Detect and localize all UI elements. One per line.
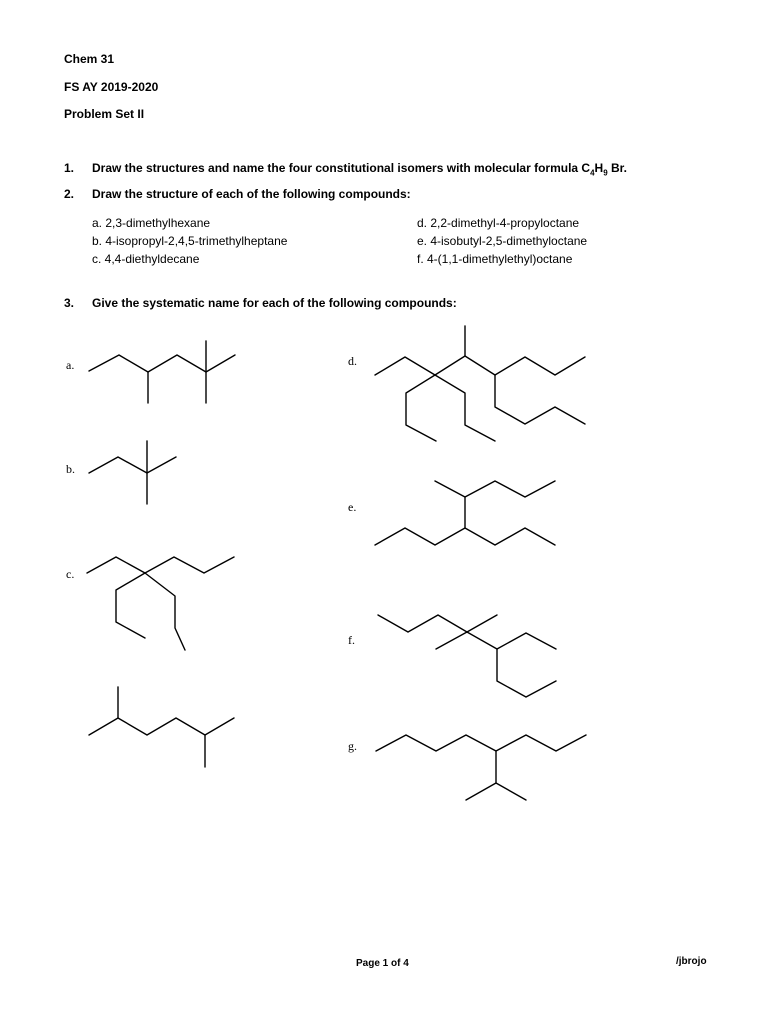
skeletal-structure-f (378, 615, 556, 697)
problem-set-title: Problem Set II (64, 107, 145, 121)
q1-subscript-h: 9 (603, 168, 608, 178)
question-number: 3. (64, 296, 75, 310)
author-signature: /jbrojo (676, 956, 707, 967)
structure-label-b: b. (66, 462, 75, 476)
structure-label-f: f. (348, 633, 355, 647)
skeletal-structure-d (375, 326, 585, 441)
q1-text-before: Draw the structures and name the four constitutional isomers with molecular formula C (92, 161, 591, 175)
compound-item-f: f. 4-(1,1-dimethylethyl)octane (417, 252, 573, 266)
compound-item-c: c. 4,4-diethyldecane (92, 252, 200, 266)
question-text: Draw the structure of each of the following compounds: (92, 187, 411, 201)
question-text: Give the systematic name for each of the following compounds: (92, 296, 457, 310)
compound-item-d: d. 2,2-dimethyl-4-propyloctane (417, 216, 580, 230)
question-number: 2. (64, 187, 75, 201)
skeletal-structure-g (376, 735, 586, 800)
structure-label-d: d. (348, 354, 357, 368)
skeletal-structure-unlabeled (89, 687, 234, 767)
page-number: Page 1 of 4 (356, 958, 409, 969)
course-title: Chem 31 (64, 52, 115, 66)
skeletal-structure-e (375, 481, 555, 545)
skeletal-structure-c (87, 557, 234, 650)
compound-item-b: b. 4-isopropyl-2,4,5-trimethylheptane (92, 234, 288, 248)
question-number: 1. (64, 161, 75, 175)
term-label: FS AY 2019-2020 (64, 80, 159, 94)
structure-label-c: c. (66, 567, 75, 581)
structure-label-g: g. (348, 739, 357, 753)
q1-subscript-c: 4 (590, 168, 595, 178)
compound-item-e: e. 4-isobutyl-2,5-dimethyloctane (417, 234, 588, 248)
q1-hydrogen: H (594, 161, 604, 175)
structure-label-a: a. (66, 358, 75, 372)
structure-label-e: e. (348, 500, 357, 514)
skeletal-structure-a (89, 341, 235, 403)
compound-item-a: a. 2,3-dimethylhexane (92, 216, 211, 230)
skeletal-structure-b (89, 441, 176, 504)
q1-text-after: Br. (607, 161, 628, 175)
